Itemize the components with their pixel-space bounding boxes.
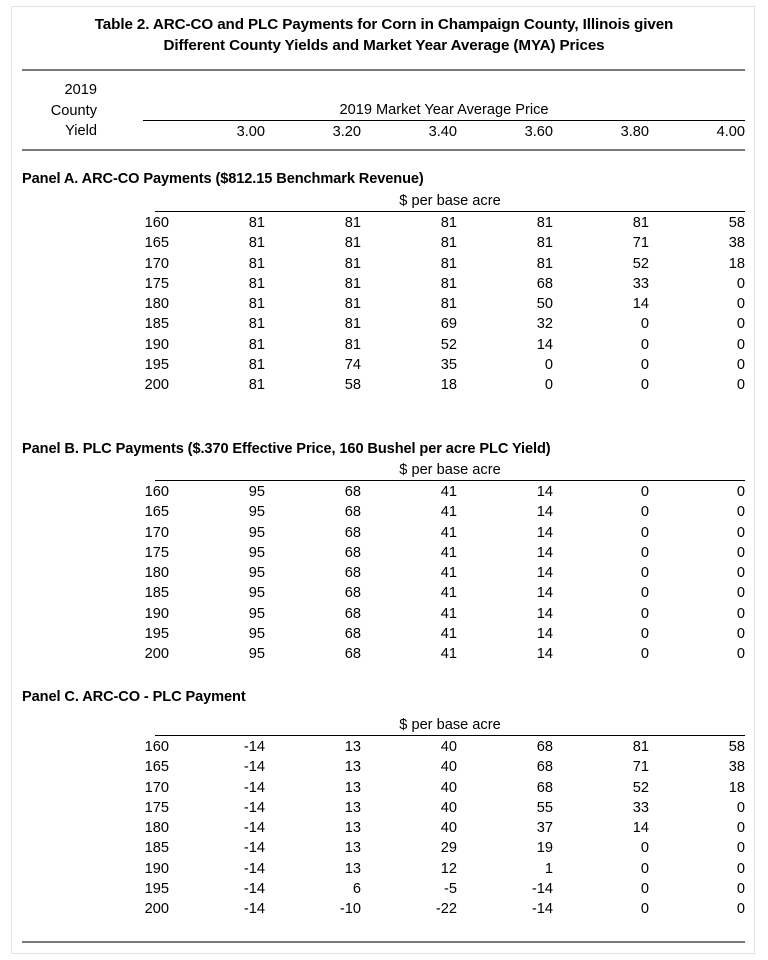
- payment-cell: 81: [248, 377, 265, 394]
- payment-cell: -14: [243, 860, 265, 877]
- payment-cell: 81: [440, 255, 457, 272]
- payment-cell: 18: [728, 779, 745, 796]
- table-row: [59, 879, 745, 899]
- payment-cell: 41: [440, 585, 457, 602]
- payment-cell: 68: [344, 484, 361, 500]
- payment-cell: 0: [736, 840, 745, 857]
- payment-cell: 0: [736, 544, 745, 561]
- yield-cell: 170: [144, 255, 169, 272]
- payment-cell: 41: [440, 626, 457, 643]
- table-row: [59, 502, 745, 522]
- payment-cell: 41: [440, 524, 457, 541]
- payment-cell: 81: [248, 275, 265, 292]
- payment-cell: 81: [440, 235, 457, 252]
- payment-cell: 0: [640, 860, 649, 877]
- payment-cell: 52: [632, 779, 649, 796]
- payment-cell: 0: [736, 799, 745, 816]
- payment-cell: 68: [344, 565, 361, 582]
- payment-cell: 81: [440, 296, 457, 313]
- payment-cell: 68: [344, 626, 361, 643]
- payment-cell: 0: [736, 377, 745, 394]
- payment-cell: 14: [536, 585, 553, 602]
- yield-cell: 200: [144, 646, 169, 663]
- rule-below-title: [22, 69, 745, 71]
- yield-cell: 160: [144, 739, 169, 755]
- table-row: [59, 233, 745, 253]
- payment-cell: 68: [536, 739, 553, 755]
- yield-cell: 195: [144, 626, 169, 643]
- payment-cell: 0: [640, 646, 649, 663]
- panel-title-c: Panel C. ARC-CO - PLC Payment: [22, 689, 246, 705]
- payment-cell: 18: [440, 377, 457, 394]
- payment-cell: 95: [248, 646, 265, 663]
- payment-cell: 12: [440, 860, 457, 877]
- yield-cell: 160: [144, 484, 169, 500]
- payment-cell: 13: [344, 860, 361, 877]
- payment-cell: 68: [344, 544, 361, 561]
- payment-cell: 0: [736, 605, 745, 622]
- yield-cell: 200: [144, 901, 169, 918]
- payment-cell: 0: [736, 646, 745, 663]
- price-header-cell: 3.20: [332, 124, 361, 140]
- table-row: [59, 335, 745, 355]
- payment-cell: 33: [632, 275, 649, 292]
- yield-cell: 170: [144, 524, 169, 541]
- stub-line-yield: Yield: [65, 123, 97, 139]
- panel-title-a: Panel A. ARC-CO Payments ($812.15 Benchmark Revenue): [22, 171, 424, 187]
- payment-cell: -14: [243, 739, 265, 755]
- table-row: [59, 838, 745, 858]
- payment-cell: 58: [728, 739, 745, 755]
- stub-line-county: County: [50, 102, 97, 119]
- yield-cell: 170: [144, 779, 169, 796]
- payment-cell: 0: [640, 840, 649, 857]
- yield-cell: 190: [144, 605, 169, 622]
- yield-cell: 165: [144, 235, 169, 252]
- table-row: [59, 213, 745, 233]
- rule-below-price-group: [143, 120, 745, 121]
- payment-cell: 41: [440, 504, 457, 521]
- payment-cell: 0: [736, 275, 745, 292]
- payment-cell: 13: [344, 779, 361, 796]
- payment-cell: -14: [243, 820, 265, 837]
- payment-cell: 58: [728, 215, 745, 231]
- payment-cell: 81: [536, 235, 553, 252]
- price-header-cell: 3.40: [428, 124, 457, 140]
- payment-cell: 14: [536, 565, 553, 582]
- table-row: [59, 254, 745, 274]
- payment-cell: -22: [435, 901, 457, 918]
- payment-cell: 71: [632, 235, 649, 252]
- yield-cell: 165: [144, 759, 169, 776]
- payment-cell: 81: [248, 336, 265, 353]
- payment-cell: 68: [344, 504, 361, 521]
- payment-cell: 13: [344, 840, 361, 857]
- payment-cell: 41: [440, 565, 457, 582]
- unit-label-panel-a: $ per base acre: [399, 193, 501, 209]
- payment-cell: 32: [536, 316, 553, 333]
- price-header-cell: 3.80: [620, 124, 649, 140]
- payment-cell: 13: [344, 820, 361, 837]
- payment-cell: 35: [440, 357, 457, 374]
- table-row: [59, 818, 745, 838]
- table-row: [59, 563, 745, 583]
- panel-b-table: [59, 482, 745, 665]
- price-header-cell: 3.00: [236, 124, 265, 140]
- payment-cell: 0: [640, 524, 649, 541]
- payment-cell: -5: [444, 881, 457, 898]
- payment-cell: 55: [536, 799, 553, 816]
- yield-cell: 190: [144, 336, 169, 353]
- payment-cell: -14: [243, 759, 265, 776]
- payment-cell: 40: [440, 820, 457, 837]
- yield-cell: 185: [144, 585, 169, 602]
- table-row-price-headers: [169, 122, 745, 142]
- payment-cell: 95: [248, 626, 265, 643]
- payment-cell: 68: [344, 646, 361, 663]
- payment-cell: 0: [736, 296, 745, 313]
- payment-cell: -14: [243, 901, 265, 918]
- payment-cell: 68: [344, 585, 361, 602]
- payment-cell: 50: [536, 296, 553, 313]
- payment-cell: 52: [440, 336, 457, 353]
- unit-label-panel-c: $ per base acre: [399, 717, 501, 733]
- payment-cell: 1: [544, 860, 553, 877]
- payment-cell: 0: [736, 504, 745, 521]
- payment-cell: 0: [640, 377, 649, 394]
- table-row: [59, 375, 745, 395]
- stub-line-year: 2019: [64, 82, 97, 98]
- payment-cell: 0: [736, 585, 745, 602]
- payment-cell: 14: [536, 646, 553, 663]
- payment-cell: 68: [344, 524, 361, 541]
- panel-a-table: [59, 213, 745, 396]
- payment-cell: 68: [536, 759, 553, 776]
- table-row: [59, 314, 745, 334]
- payment-cell: 13: [344, 739, 361, 755]
- payment-cell: 0: [640, 565, 649, 582]
- yield-cell: 175: [144, 799, 169, 816]
- payment-cell: 18: [728, 255, 745, 272]
- payment-cell: 0: [640, 357, 649, 374]
- payment-cell: 52: [632, 255, 649, 272]
- table-row: [59, 757, 745, 777]
- payment-cell: 81: [248, 215, 265, 231]
- payment-cell: 95: [248, 484, 265, 500]
- payment-cell: 0: [640, 901, 649, 918]
- rule-bottom: [22, 941, 745, 943]
- payment-cell: -14: [243, 881, 265, 898]
- payment-cell: 6: [352, 881, 361, 898]
- payment-cell: 0: [640, 605, 649, 622]
- payment-cell: -14: [243, 779, 265, 796]
- payment-cell: 41: [440, 544, 457, 561]
- table-row: [59, 644, 745, 664]
- payment-cell: 71: [632, 759, 649, 776]
- price-header-row: [169, 122, 745, 142]
- payment-cell: 41: [440, 484, 457, 500]
- payment-cell: 81: [536, 255, 553, 272]
- yield-cell: 180: [144, 820, 169, 837]
- page-title-line-1: Table 2. ARC-CO and PLC Payments for Corn in Champaign County, Illinois given: [94, 16, 674, 33]
- payment-cell: 0: [640, 504, 649, 521]
- payment-cell: 38: [728, 235, 745, 252]
- payment-cell: 38: [728, 759, 745, 776]
- payment-cell: 33: [632, 799, 649, 816]
- yield-cell: 190: [144, 860, 169, 877]
- payment-cell: 0: [736, 524, 745, 541]
- yield-cell: 195: [144, 357, 169, 374]
- payment-cell: 58: [344, 377, 361, 394]
- panel-title-b: Panel B. PLC Payments ($.370 Effective Price, 160 Bushel per acre PLC Yield): [22, 441, 551, 457]
- table-row: [59, 482, 745, 502]
- payment-cell: 13: [344, 799, 361, 816]
- payment-cell: 0: [736, 565, 745, 582]
- payment-cell: 0: [640, 336, 649, 353]
- table-row: [59, 778, 745, 798]
- payment-cell: 95: [248, 565, 265, 582]
- payment-cell: 81: [536, 215, 553, 231]
- payment-cell: 14: [536, 484, 553, 500]
- payment-cell: 19: [536, 840, 553, 857]
- payment-cell: 0: [736, 860, 745, 877]
- payment-cell: 0: [736, 357, 745, 374]
- payment-cell: 0: [736, 881, 745, 898]
- payment-cell: 81: [440, 275, 457, 292]
- table-row: [59, 583, 745, 603]
- table-row: [59, 274, 745, 294]
- payment-cell: 0: [736, 484, 745, 500]
- payment-cell: 14: [632, 296, 649, 313]
- payment-cell: 81: [632, 215, 649, 231]
- yield-cell: 175: [144, 275, 169, 292]
- payment-cell: 68: [536, 275, 553, 292]
- payment-cell: -14: [531, 901, 553, 918]
- payment-cell: 14: [632, 820, 649, 837]
- payment-cell: 81: [344, 255, 361, 272]
- payment-cell: 81: [344, 296, 361, 313]
- payment-cell: 14: [536, 336, 553, 353]
- payment-cell: 0: [544, 377, 553, 394]
- payment-cell: 0: [640, 881, 649, 898]
- payment-cell: 0: [736, 336, 745, 353]
- payment-cell: 0: [640, 484, 649, 500]
- unit-label-panel-b: $ per base acre: [399, 462, 501, 478]
- page-title: [22, 14, 746, 56]
- payment-cell: 95: [248, 524, 265, 541]
- payment-cell: 81: [248, 357, 265, 374]
- payment-cell: 95: [248, 544, 265, 561]
- payment-cell: 29: [440, 840, 457, 857]
- payment-cell: 68: [536, 779, 553, 796]
- yield-cell: 180: [144, 296, 169, 313]
- payment-cell: 14: [536, 504, 553, 521]
- payment-cell: 74: [344, 357, 361, 374]
- payment-cell: -14: [243, 840, 265, 857]
- table-row: [59, 604, 745, 624]
- payment-cell: 81: [344, 275, 361, 292]
- payment-cell: 69: [440, 316, 457, 333]
- yield-cell: 165: [144, 504, 169, 521]
- payment-cell: 40: [440, 779, 457, 796]
- yield-cell: 185: [144, 316, 169, 333]
- payment-cell: 81: [344, 316, 361, 333]
- panel-c-table: [59, 737, 745, 920]
- payment-cell: 14: [536, 524, 553, 541]
- payment-cell: 0: [544, 357, 553, 374]
- payment-cell: 95: [248, 605, 265, 622]
- price-header-cell: 3.60: [524, 124, 553, 140]
- payment-cell: 14: [536, 626, 553, 643]
- payment-cell: -14: [243, 799, 265, 816]
- table-row: [59, 294, 745, 314]
- rule-above-panel-c-data: [155, 735, 745, 736]
- table-row: [59, 543, 745, 563]
- payment-cell: 0: [736, 820, 745, 837]
- yield-cell: 200: [144, 377, 169, 394]
- yield-cell: 180: [144, 565, 169, 582]
- page-title-line-2: Different County Yields and Market Year Average (MYA) Prices: [163, 37, 605, 54]
- payment-cell: 0: [640, 316, 649, 333]
- payment-cell: 68: [344, 605, 361, 622]
- payment-cell: 14: [536, 605, 553, 622]
- table-row: [59, 355, 745, 375]
- price-group-label: 2019 Market Year Average Price: [339, 102, 549, 118]
- table-row: [59, 523, 745, 543]
- payment-cell: -14: [531, 881, 553, 898]
- yield-cell: 185: [144, 840, 169, 857]
- payment-cell: 81: [344, 235, 361, 252]
- payment-cell: 0: [736, 626, 745, 643]
- payment-cell: 13: [344, 759, 361, 776]
- price-header-cell: 4.00: [716, 124, 745, 140]
- yield-cell: 160: [144, 215, 169, 231]
- yield-cell: 175: [144, 544, 169, 561]
- rule-below-price-headers: [22, 149, 745, 151]
- payment-cell: 41: [440, 646, 457, 663]
- payment-cell: 81: [248, 296, 265, 313]
- yield-cell: 195: [144, 881, 169, 898]
- payment-cell: 40: [440, 739, 457, 755]
- payment-cell: 81: [440, 215, 457, 231]
- payment-cell: 40: [440, 759, 457, 776]
- table-row: [59, 624, 745, 644]
- payment-cell: -10: [339, 901, 361, 918]
- payment-cell: 81: [344, 336, 361, 353]
- payment-cell: 0: [640, 585, 649, 602]
- payment-cell: 81: [248, 316, 265, 333]
- payment-cell: 41: [440, 605, 457, 622]
- payment-cell: 81: [248, 235, 265, 252]
- payment-cell: 0: [736, 901, 745, 918]
- table-row: [59, 859, 745, 879]
- payment-cell: 0: [640, 626, 649, 643]
- payment-cell: 81: [632, 739, 649, 755]
- rule-above-panel-a-data: [155, 211, 745, 212]
- payment-cell: 81: [344, 215, 361, 231]
- payment-cell: 0: [736, 316, 745, 333]
- table-row: [59, 737, 745, 757]
- table-row: [59, 798, 745, 818]
- payment-cell: 37: [536, 820, 553, 837]
- payment-cell: 40: [440, 799, 457, 816]
- payment-cell: 95: [248, 585, 265, 602]
- payment-cell: 0: [640, 544, 649, 561]
- column-stub-header: [0, 80, 110, 142]
- rule-above-panel-b-data: [155, 480, 745, 481]
- table-row: [59, 899, 745, 919]
- payment-cell: 14: [536, 544, 553, 561]
- payment-cell: 95: [248, 504, 265, 521]
- payment-cell: 81: [248, 255, 265, 272]
